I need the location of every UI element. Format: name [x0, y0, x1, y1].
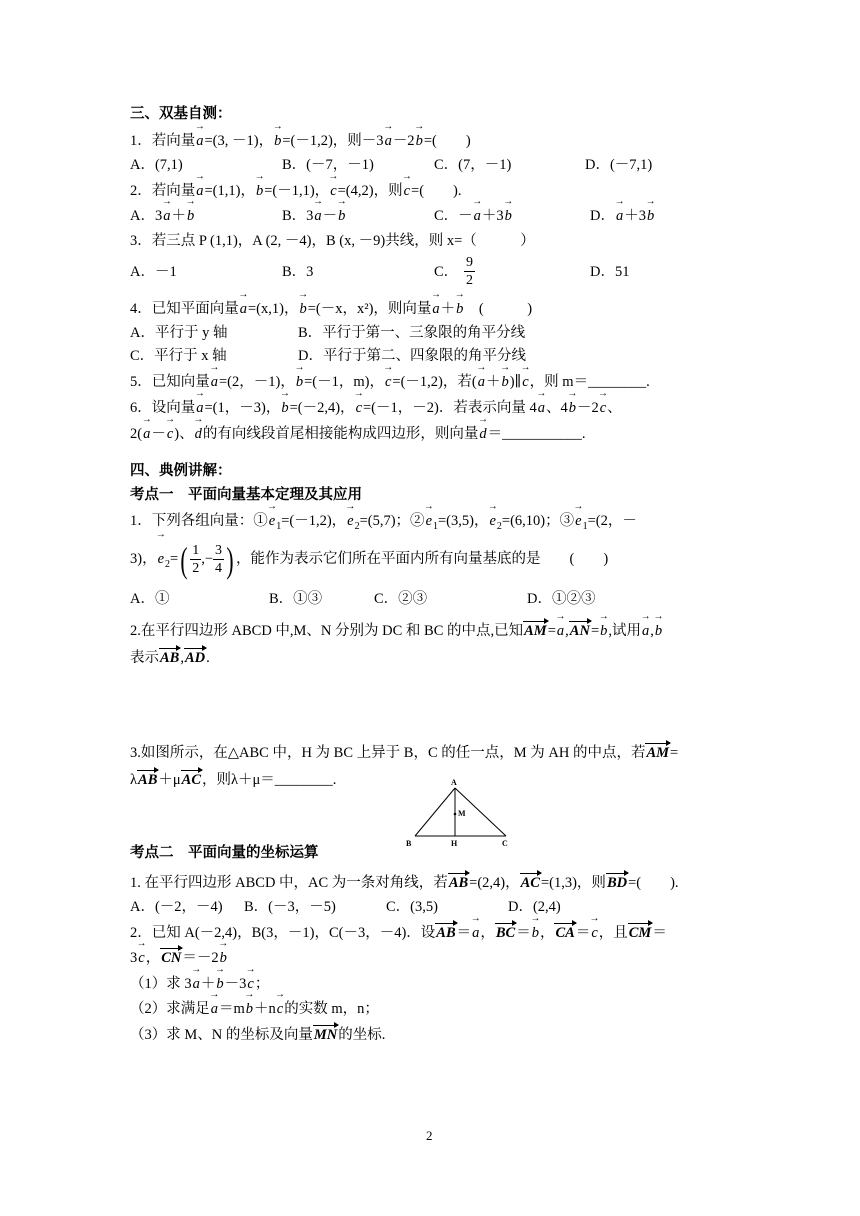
q4-5-stem-line2: 3c →，CN＝－2b → [130, 948, 228, 968]
q3-2-options: A．3a →＋b → B．3a →－b → C．－a →＋3b → D．a →＋3b → [130, 206, 730, 226]
label-A: A [451, 778, 457, 787]
side-AB [415, 788, 455, 836]
label-M: M [458, 809, 466, 818]
label-C: C [502, 839, 508, 848]
q3-1-options: A．(7,1) B．(－7，－1) C．(7，－1) D．(－7,1) [130, 157, 653, 173]
point-M [454, 813, 457, 816]
q4-5-sub3: （3）求 M、N 的坐标及向量MN的坐标. [130, 1027, 386, 1043]
topic-2-title: 考点二 平面向量的坐标运算 [130, 845, 319, 861]
q3-3-stem: 3．若三点 P (1,1)，A (2, －4)，B (x, －9)共线，则 x=（ ） [130, 233, 535, 249]
q3-6-stem-line1: 6．设向量a →=(1，－3)，b →=(－2,4)，c →=(－1，－2)．若表示向量 4a →、4b →－2c →、 [130, 398, 622, 418]
q4-2-stem-line2: 表示AB,AD. [130, 650, 210, 666]
q3-6-stem-line2: 2(a →－c →)、d →的有向线段首尾相接能构成四边形，则向量d →＝___________. [130, 424, 586, 444]
q4-1-options: A．① B．①③ C．②③ D．①②③ [130, 591, 596, 607]
q4-4-stem: 1. 在平行四边形 ABCD 中，AC 为一条对角线，若AB=(2,4)，AC=(1,3)，则BD=( ). [130, 875, 679, 891]
q3-4-options-row1: A．平行于 y 轴 B．平行于第一、三象限的角平分线 [130, 325, 526, 341]
q3-5-stem: 5．已知向量a →=(2，－1)，b →=(－1，m)，c →=(－1,2)，若(a →＋b →)∥c →，则 m＝________. [130, 372, 650, 392]
topic-1-title: 考点一 平面向量基本定理及其应用 [130, 487, 362, 503]
triangle-figure [398, 776, 528, 854]
q4-1-stem-line1: 1．下列各组向量：①e $\to_1=(-1,2)$，$e \to_2=(5,7)$；②e $\to_1=(3,5)$，$e \to_2=(6,10)$；③e $\to_1=(2$，－ [130, 511, 637, 537]
q4-3-stem-line2: λAB＋μAC，则λ＋μ＝________. [130, 772, 337, 788]
q3-2-stem: 2．若向量a →=(1,1)，b →=(－1,1)，c →=(4,2)，则c →=( ). [130, 181, 462, 201]
section-3-title: 三、双基自测： [130, 106, 232, 122]
q3-4-options-row2: C．平行于 x 轴 D．平行于第二、四象限的角平分线 [130, 348, 526, 364]
fraction-nine-halves: $\frac{9}{2}$ [466, 255, 473, 288]
q4-2-stem-line1: 2.在平行四边形 ABCD 中,M、N 分别为 DC 和 BC 的中点,已知AM=a →,AN=b →,试用a →,b → [130, 621, 663, 641]
section-4-title: 四、典例讲解： [130, 463, 232, 479]
q4-5-stem-line1: 2．已知 A(－2,4)，B(3，－1)，C(－3，－4)．设AB＝a →，BC＝b →，CA＝c →，且CM＝ [130, 923, 667, 943]
q3-1-stem: 1．若向量a →=(3, －1)，b →=(－1,2)，则－3a →－2b →=( ) [130, 131, 471, 151]
q3-3-options: A．－1 B．3 C． $\frac{9}{2}$ D．51 [130, 255, 630, 288]
label-B: B [406, 839, 412, 848]
q4-5-sub2: （2）求满足a →＝mb →＋nc →的实数 m，n； [130, 999, 379, 1019]
label-H: H [451, 839, 458, 848]
q4-5-sub1: （1）求 3a →＋b →－3c →； [130, 974, 269, 994]
q4-3-stem-line1: 3.如图所示，在△ABC 中，H 为 BC 上异于 B，C 的任一点，M 为 AH 的中点，若AM= [130, 745, 679, 761]
q4-1-stem-line2: 3)，$e \to_2=$( $\frac{1}{2}$ ,− $\frac{3}{4}$ ) ，能作为表示它们所在平面内所有向量基底的是 ( ) [130, 539, 608, 585]
page-number: 2 [426, 1128, 433, 1143]
q4-4-options: A．(－2，－4) B．(－3，－5) C．(3,5) D．(2,4) [130, 899, 561, 915]
q3-4-stem: 4．已知平面向量a →=(x,1)，b →=(－x，x²)，则向量a →＋b → ( ) [130, 299, 532, 319]
